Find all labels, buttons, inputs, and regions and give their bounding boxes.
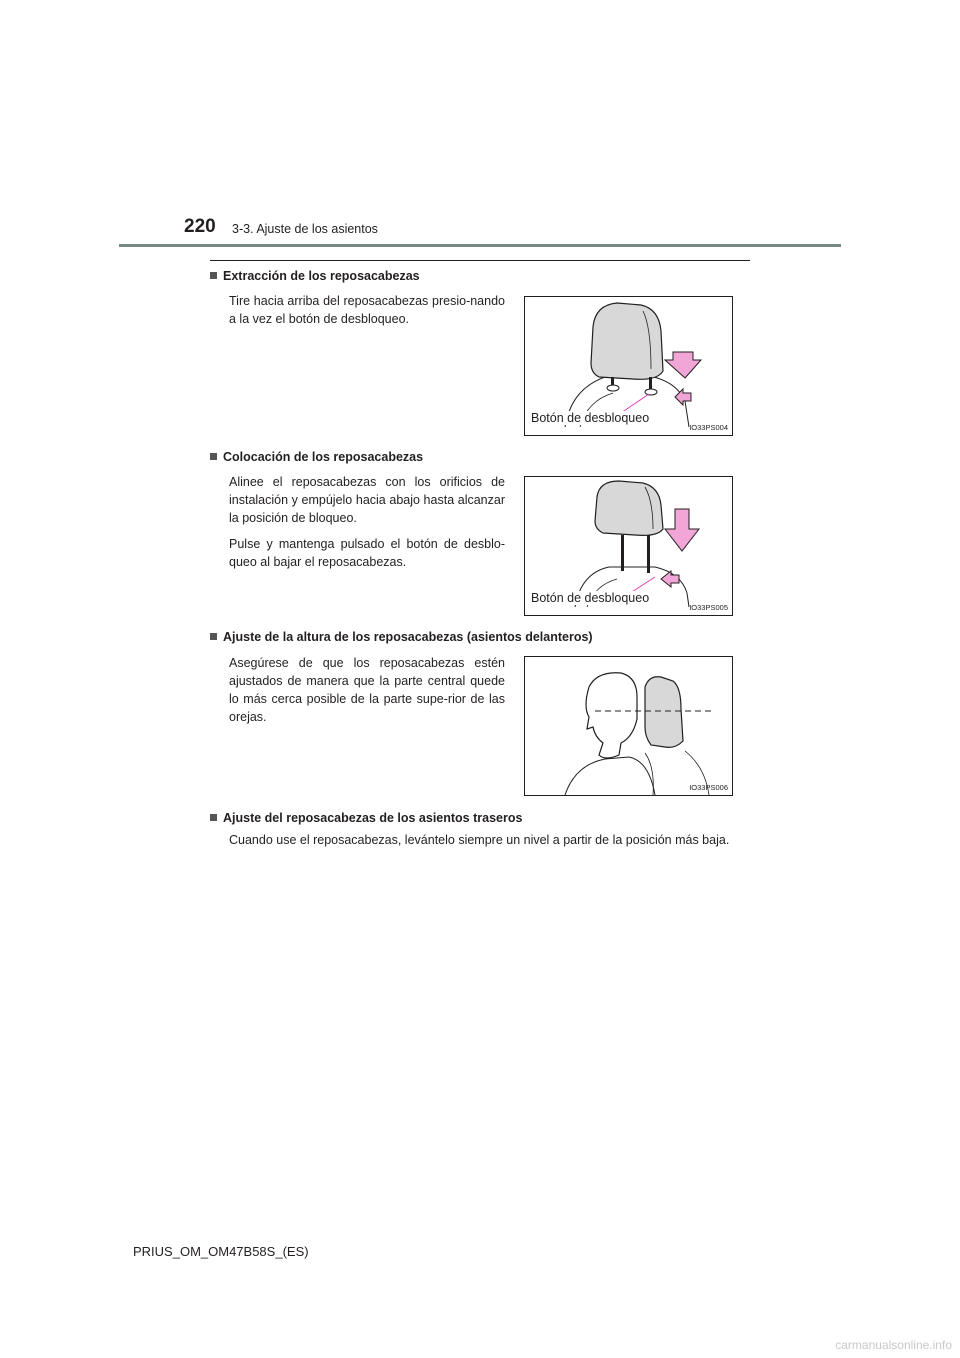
figure-code: IO33PS005 (689, 603, 728, 612)
header-rule (119, 244, 841, 247)
watermark: carmanualsonline.info (835, 1338, 952, 1352)
section-text: Tire hacia arriba del reposacabezas presio-nando a la vez el botón de desbloqueo. (229, 294, 505, 326)
section-text: Alinee el reposacabezas con los orificios de instalación y empújelo hacia abajo hasta alcanzar la posición de bloqueo. Pulse y mantenga pulsado el botón de desblo-queo al bajar el reposacabezas. (229, 475, 505, 569)
section-text: Asegúrese de que los reposacabezas estén ajustados de manera que la parte central quede lo más cerca posible de la parte supe-rior de las orejas. (229, 656, 505, 724)
section-text: Cuando use el reposacabezas, levántelo siempre un nivel a partir de la posición más baja. (229, 833, 730, 847)
figure-headrest-height (524, 656, 733, 796)
figure-code: IO33PS006 (689, 783, 728, 792)
section-heading: Ajuste de la altura de los reposacabezas (asientos delanteros) (210, 630, 593, 644)
content-rule (210, 260, 750, 261)
page-number: 220 (184, 216, 216, 237)
release-button-callout: Botón de desbloqueo (531, 411, 650, 425)
figure-code: IO33PS004 (689, 423, 728, 432)
section-heading: Colocación de los reposacabezas (210, 450, 423, 464)
document-footer: PRIUS_OM_OM47B58S_(ES) (133, 1244, 309, 1259)
bullet-square-icon (210, 814, 217, 821)
bullet-square-icon (210, 453, 217, 460)
figure-headrest-installation (524, 476, 733, 616)
bullet-square-icon (210, 272, 217, 279)
section-title: 3-3. Ajuste de los asientos (232, 222, 378, 236)
section-heading: Ajuste del reposacabezas de los asientos traseros (210, 811, 522, 825)
headrest-height-illustration (525, 657, 732, 795)
release-button-callout: Botón de desbloqueo (531, 591, 650, 605)
figure-headrest-removal (524, 296, 733, 436)
section-heading: Extracción de los reposacabezas (210, 269, 420, 283)
bullet-square-icon (210, 633, 217, 640)
